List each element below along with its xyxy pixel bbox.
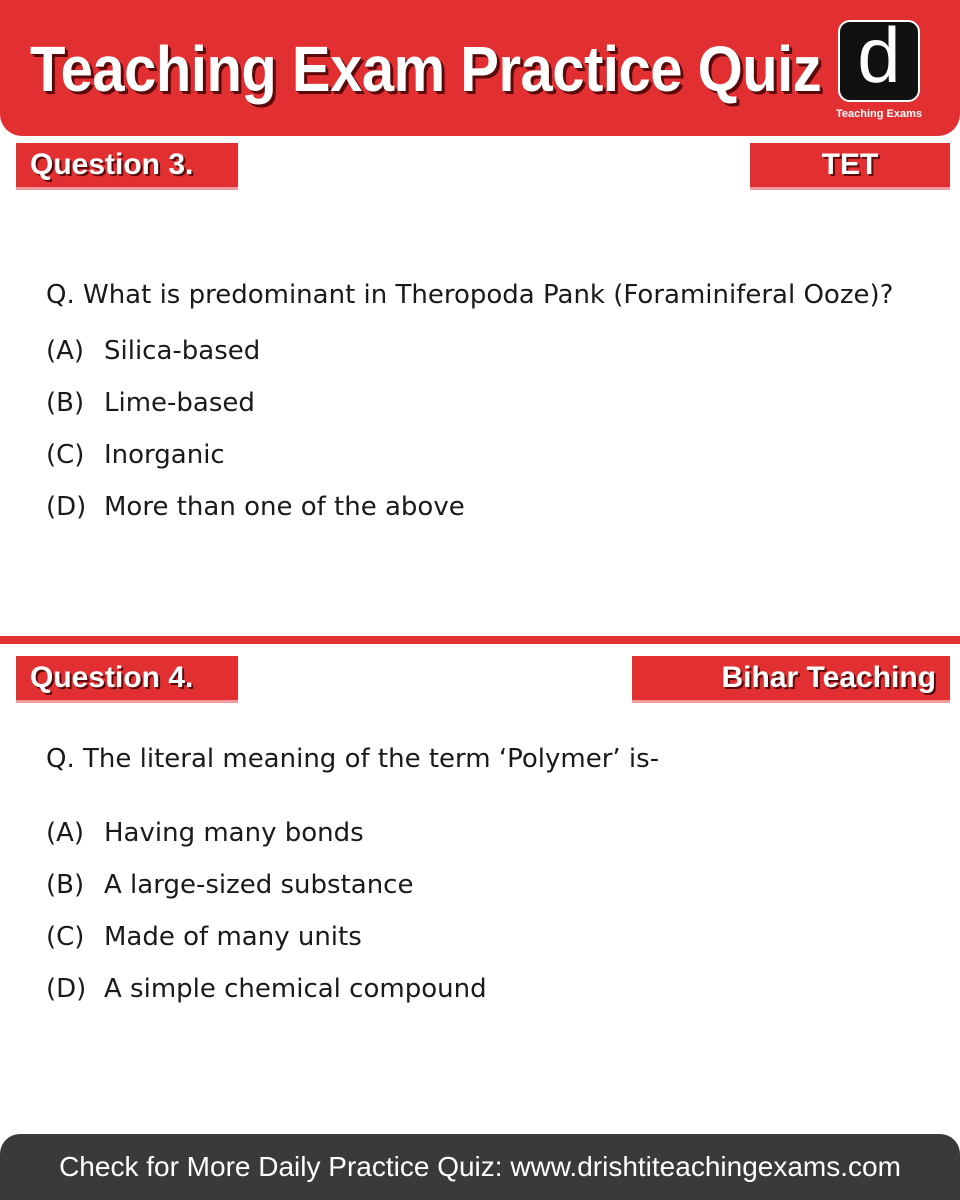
option-letter: (C) [46, 922, 85, 952]
option-text: A simple chemical compound [104, 974, 487, 1004]
option-letter: (A) [46, 818, 85, 848]
footer-banner [0, 1134, 960, 1200]
exam-tag: Bihar Teaching [632, 656, 950, 703]
question-label: Question 3. [16, 143, 238, 190]
option-text: Silica-based [104, 336, 261, 366]
question-label: Question 4. [16, 656, 238, 703]
option-b [46, 388, 255, 419]
option-letter: (B) [46, 388, 85, 418]
option-a [46, 336, 260, 367]
option-d [46, 492, 465, 523]
option-text: Having many bonds [104, 818, 364, 848]
option-b [46, 870, 413, 901]
option-a [46, 818, 364, 849]
question-text: Q. What is predominant in Theropoda Pank (Foraminiferal Ooze)? [46, 280, 894, 310]
section-divider [0, 636, 960, 644]
option-text: Made of many units [104, 922, 362, 952]
logo-caption: Teaching Exams [836, 108, 922, 120]
header-banner [0, 0, 960, 136]
option-c [46, 440, 225, 471]
footer-link[interactable]: Check for More Daily Practice Quiz: www.drishtiteachingexams.com [59, 1151, 901, 1182]
option-letter: (C) [46, 440, 85, 470]
option-d [46, 974, 487, 1005]
exam-tag: TET [750, 143, 950, 190]
option-letter: (B) [46, 870, 85, 900]
option-text: More than one of the above [104, 492, 465, 522]
option-letter: (A) [46, 336, 85, 366]
logo[interactable] [838, 11, 920, 102]
logo-letter-icon: d [857, 11, 901, 99]
option-text: Lime-based [104, 388, 255, 418]
option-text: Inorganic [104, 440, 225, 470]
question-text: Q. The literal meaning of the term ‘Polymer’ is- [46, 744, 660, 774]
option-text: A large-sized substance [104, 870, 414, 900]
option-letter: (D) [46, 492, 87, 522]
page-title: Teaching Exam Practice Quiz [30, 33, 822, 106]
option-c [46, 922, 362, 953]
option-letter: (D) [46, 974, 87, 1004]
